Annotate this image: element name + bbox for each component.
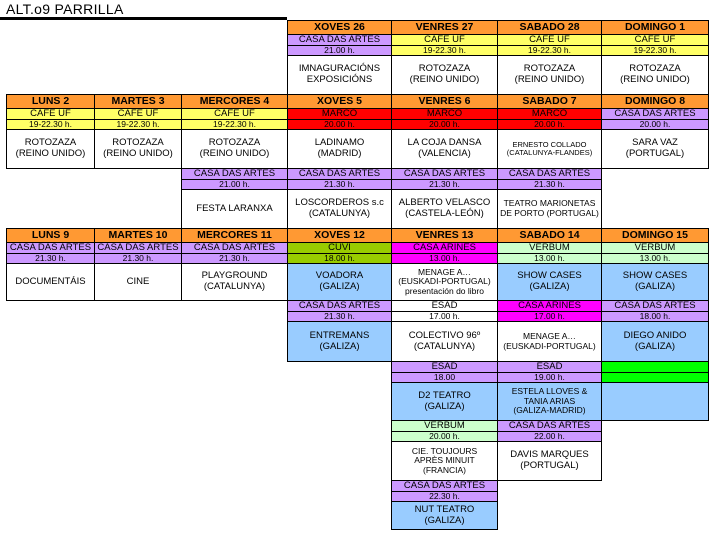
venue-cell: CUVI [287, 242, 392, 254]
show-cell: CIE. TOUJOURS APRÈS MINUIT (FRANCIA) [391, 441, 498, 481]
page-title: ALT.o9 PARRILLA [6, 1, 124, 17]
day-header: XOVES 26 [287, 20, 392, 35]
time-cell: 21.30 h. [181, 253, 288, 264]
show-cell: ROTOZAZA (REINO UNIDO) [497, 55, 602, 95]
day-header: XOVES 12 [287, 228, 392, 243]
day-header: MARTES 3 [94, 94, 182, 109]
venue-cell: CASA DAS ARTES [391, 168, 498, 180]
venue-cell: CASA DAS ARTES [601, 108, 709, 120]
venue-cell: CASA DAS ARTES [497, 168, 602, 180]
time-cell: 13.00 h. [391, 253, 498, 264]
time-cell: 20.00 h. [497, 119, 602, 130]
show-cell: SHOW CASES (GALIZA) [497, 263, 602, 301]
show-cell: COLECTIVO 96º (CATALUNYA) [391, 321, 498, 362]
show-cell: MENAGE A… (EUSKADI-PORTUGAL) presentación do libro [391, 263, 498, 301]
time-cell: 19-22.30 h. [181, 119, 288, 130]
time-cell: 21.00 h. [181, 179, 288, 190]
venue-cell: VERBUM [391, 420, 498, 432]
day-header: LUNS 2 [6, 94, 95, 109]
day-header: LUNS 9 [6, 228, 95, 243]
venue-cell: VERBUM [601, 242, 709, 254]
show-cell: DAVIS MARQUES (PORTUGAL) [497, 441, 602, 481]
venue-cell: CAFE UF [94, 108, 182, 120]
day-header: MERCORES 4 [181, 94, 288, 109]
venue-cell: CASA DAS ARTES [6, 242, 95, 254]
day-header: SABADO 28 [497, 20, 602, 35]
day-header: MARTES 10 [94, 228, 182, 243]
show-cell: SHOW CASES (GALIZA) [601, 263, 709, 301]
time-cell: 17.00 h. [391, 311, 498, 322]
day-header: DOMINGO 1 [601, 20, 709, 35]
time-cell: 21.30 h. [391, 179, 498, 190]
venue-cell: CASA DAS ARTES [287, 34, 392, 46]
venue-cell: CAFE UF [6, 108, 95, 120]
venue-cell: CAFE UF [181, 108, 288, 120]
time-cell: 19-22.30 h. [6, 119, 95, 130]
time-cell: 20.00 h. [391, 431, 498, 442]
show-cell: ROTOZAZA (REINO UNIDO) [94, 129, 182, 169]
show-cell: ESTELA LLOVES & TANIA ARIAS (GALIZA-MADRID) [497, 382, 602, 421]
venue-cell: MARCO [391, 108, 498, 120]
show-cell: ROTOZAZA (REINO UNIDO) [181, 129, 288, 169]
venue-cell: CASA DAS ARTES [181, 242, 288, 254]
venue-cell: ESAD [391, 361, 498, 373]
time-cell: 19-22.30 h. [391, 45, 498, 56]
show-cell: D2 TEATRO (GALIZA) [391, 382, 498, 421]
show-cell: PLAYGROUND (CATALUNYA) [181, 263, 288, 301]
show-cell: NUT TEATRO (GALIZA) [391, 501, 498, 530]
venue-cell: CASA DAS ARTES [94, 242, 182, 254]
show-cell: IMNAGURACIÓNS EXPOSICIÓNS [287, 55, 392, 95]
day-header: DOMINGO 8 [601, 94, 709, 109]
venue-cell: CASA DAS ARTES [181, 168, 288, 180]
venue-cell: CASA DAS ARTES [601, 300, 709, 312]
show-cell: LA COJA DANSA (VALENCIA) [391, 129, 498, 169]
time-cell: 18.00 h. [601, 311, 709, 322]
venue-cell: CAFE UF [497, 34, 602, 46]
venue-cell: ESAD [497, 361, 602, 373]
time-cell: 20.00 h. [287, 119, 392, 130]
show-cell: ROTOZAZA (REINO UNIDO) [601, 55, 709, 95]
day-header: XOVES 5 [287, 94, 392, 109]
venue-cell: CASA DAS ARTES [497, 420, 602, 432]
time-cell: 21.00 h. [287, 45, 392, 56]
time-cell: 20.00 h. [601, 119, 709, 130]
time-cell: 13.00 h. [601, 253, 709, 264]
show-cell [601, 382, 709, 421]
show-cell: SARA VAZ (PORTUGAL) [601, 129, 709, 169]
time-cell: 17.00 h. [497, 311, 602, 322]
show-cell: LOSCORDEROS s.c (CATALUNYA) [287, 189, 392, 229]
venue-cell: CASA DAS ARTES [287, 300, 392, 312]
show-cell: ALBERTO VELASCO (CASTELA-LEÓN) [391, 189, 498, 229]
show-cell: DOCUMENTÁIS [6, 263, 95, 301]
time-cell: 13.00 h. [497, 253, 602, 264]
venue-cell: VERBUM [497, 242, 602, 254]
show-cell: ROTOZAZA (REINO UNIDO) [391, 55, 498, 95]
time-cell: 21.30 h. [94, 253, 182, 264]
time-cell: 21.30 h. [287, 179, 392, 190]
time-cell: 19-22.30 h. [94, 119, 182, 130]
venue-cell: CASA ARINES [497, 300, 602, 312]
venue-cell: CAFE UF [391, 34, 498, 46]
day-header: SABADO 14 [497, 228, 602, 243]
venue-cell: CASA ARINES [391, 242, 498, 254]
time-cell: 19-22.30 h. [497, 45, 602, 56]
day-header: SABADO 7 [497, 94, 602, 109]
show-cell: ROTOZAZA (REINO UNIDO) [6, 129, 95, 169]
time-cell: 22.00 h. [497, 431, 602, 442]
venue-cell: CASA DAS ARTES [287, 168, 392, 180]
day-header: VENRES 27 [391, 20, 498, 35]
show-cell: ENTREMANS (GALIZA) [287, 321, 392, 362]
show-cell: ERNESTO COLLADO (CATALUNYA-FLANDES) [497, 129, 602, 169]
venue-cell: CAFE UF [601, 34, 709, 46]
show-cell: MENAGE A… (EUSKADI-PORTUGAL) [497, 321, 602, 362]
show-cell: CINE [94, 263, 182, 301]
day-header: DOMINGO 15 [601, 228, 709, 243]
show-cell: LADINAMO (MADRID) [287, 129, 392, 169]
show-cell: DIEGO ANIDO (GALIZA) [601, 321, 709, 362]
time-cell: 18.00 [391, 372, 498, 383]
time-cell: 21.30 h. [287, 311, 392, 322]
venue-cell: ESAD [391, 300, 498, 312]
time-cell: 19-22.30 h. [601, 45, 709, 56]
venue-cell: MARCO [497, 108, 602, 120]
venue-cell: CASA DAS ARTES [391, 480, 498, 492]
day-header: VENRES 13 [391, 228, 498, 243]
venue-cell: MARCO [287, 108, 392, 120]
day-header: MERCORES 11 [181, 228, 288, 243]
show-cell: FESTA LARANXA [181, 189, 288, 229]
time-cell: 21.30 h. [6, 253, 95, 264]
time-cell: 19.00 h. [497, 372, 602, 383]
time-cell: 20.00 h. [391, 119, 498, 130]
show-cell: VOADORA (GALIZA) [287, 263, 392, 301]
show-cell: TEATRO MARIONETAS DE PORTO (PORTUGAL) [497, 189, 602, 229]
day-header: VENRES 6 [391, 94, 498, 109]
time-cell: 21.30 h. [497, 179, 602, 190]
time-cell: 18.00 h. [287, 253, 392, 264]
time-cell: 22.30 h. [391, 491, 498, 502]
